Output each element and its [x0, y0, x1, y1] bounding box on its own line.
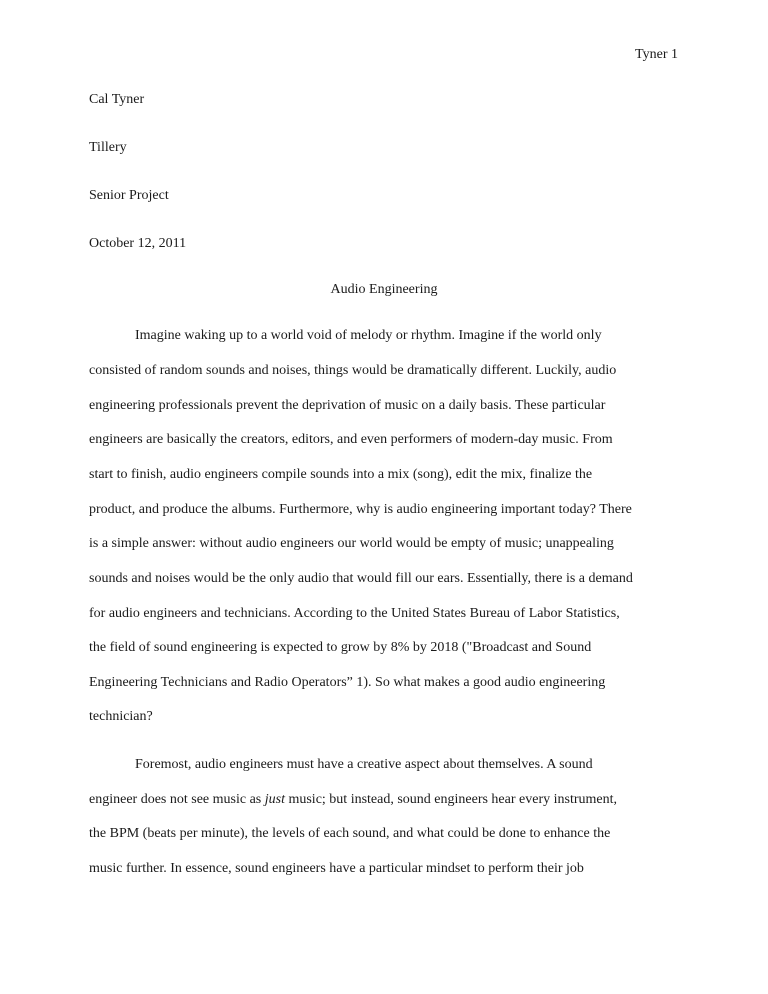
paragraph-line: start to finish, audio engineers compile sounds into a mix (song), edit the mix, finalize the: [89, 467, 593, 482]
paragraph-line: the BPM (beats per minute), the levels of each sound, and what could be done to enhance the: [89, 826, 611, 841]
paragraph-line: Engineering Technicians and Radio Operators” 1). So what makes a good audio engineering: [89, 675, 606, 690]
paragraph-line: [89, 791, 617, 809]
paragraph-line: for audio engineers and technicians. According to the United States Bureau of Labor Statistics,: [89, 606, 620, 621]
paragraph-line: product, and produce the albums. Furthermore, why is audio engineering important today? There: [89, 502, 632, 517]
paper-date: October 12, 2011: [89, 236, 187, 251]
paragraph-line: engineers are basically the creators, editors, and even performers of modern-day music. From: [89, 432, 613, 447]
paragraph-line: Foremost, audio engineers must have a creative aspect about themselves. A sound: [135, 757, 593, 772]
text-run: music; but instead, sound engineers hear every instrument,: [284, 792, 617, 807]
paragraph-line: consisted of random sounds and noises, things would be dramatically different. Luckily, audio: [89, 363, 617, 378]
paragraph-line: Imagine waking up to a world void of melody or rhythm. Imagine if the world only: [135, 328, 602, 343]
author-name: Cal Tyner: [89, 92, 145, 107]
text-run: engineer does not see music as: [89, 792, 265, 807]
emphasized-text: just: [264, 792, 285, 807]
mla-heading: [89, 91, 689, 283]
running-head: Tyner 1: [635, 47, 678, 62]
paragraph-line: technician?: [89, 709, 153, 724]
paper-title: Audio Engineering: [330, 282, 438, 297]
course-name: Senior Project: [89, 188, 169, 203]
paragraph-line: sounds and noises would be the only audio that would fill our ears. Essentially, there is a demand: [89, 571, 633, 586]
paragraph-line: music further. In essence, sound engineers have a particular mindset to perform their job: [89, 861, 584, 876]
paragraph-line: is a simple answer: without audio engineers our world would be empty of music; unappealing: [89, 536, 614, 551]
paragraph-line: the field of sound engineering is expected to grow by 8% by 2018 ("Broadcast and Sound: [89, 640, 592, 655]
paragraph-line: engineering professionals prevent the deprivation of music on a daily basis. These particular: [89, 398, 606, 413]
teacher-name: Tillery: [89, 140, 127, 155]
